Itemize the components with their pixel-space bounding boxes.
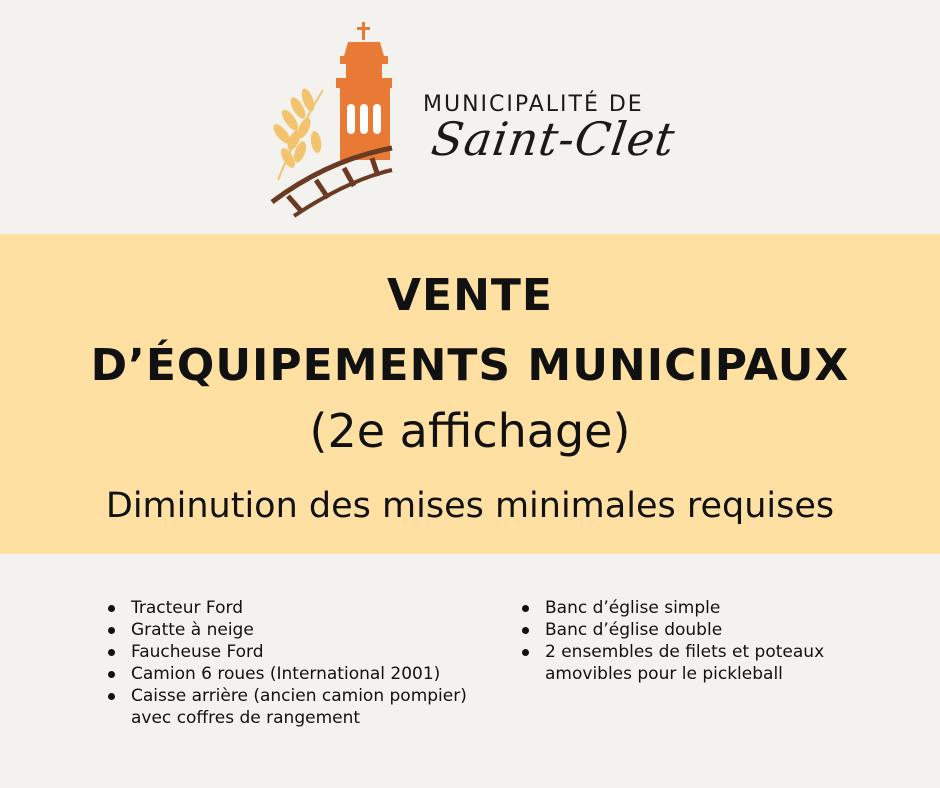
list-item: Faucheuse Ford bbox=[104, 641, 484, 663]
equipment-list-left bbox=[104, 597, 484, 729]
banner-title-line2: D’ÉQUIPEMENTS MUNICIPAUX bbox=[90, 340, 850, 391]
municipality-name: Saint-Clet bbox=[428, 112, 679, 166]
church-tower-logo-icon bbox=[268, 20, 398, 220]
header bbox=[0, 0, 940, 234]
list-item: Banc d’église double bbox=[518, 619, 878, 641]
list-item: Camion 6 roues (International 2001) bbox=[104, 663, 484, 685]
list-item: Banc d’église simple bbox=[518, 597, 878, 619]
list-item: Caisse arrière (ancien camion pompier) avec coffres de rangement bbox=[104, 685, 484, 729]
list-item: Tracteur Ford bbox=[104, 597, 484, 619]
announcement-banner bbox=[0, 234, 940, 554]
municipality-label: MUNICIPALITÉ DE bbox=[423, 92, 644, 117]
equipment-list-right bbox=[518, 597, 878, 685]
banner-note: Diminution des mises minimales requises bbox=[105, 486, 835, 526]
list-item: Gratte à neige bbox=[104, 619, 484, 641]
banner-title-line1: VENTE bbox=[386, 270, 553, 321]
list-item: 2 ensembles de filets et poteaux amovibles pour le pickleball bbox=[518, 641, 878, 685]
banner-subtitle: (2e affichage) bbox=[309, 404, 631, 458]
